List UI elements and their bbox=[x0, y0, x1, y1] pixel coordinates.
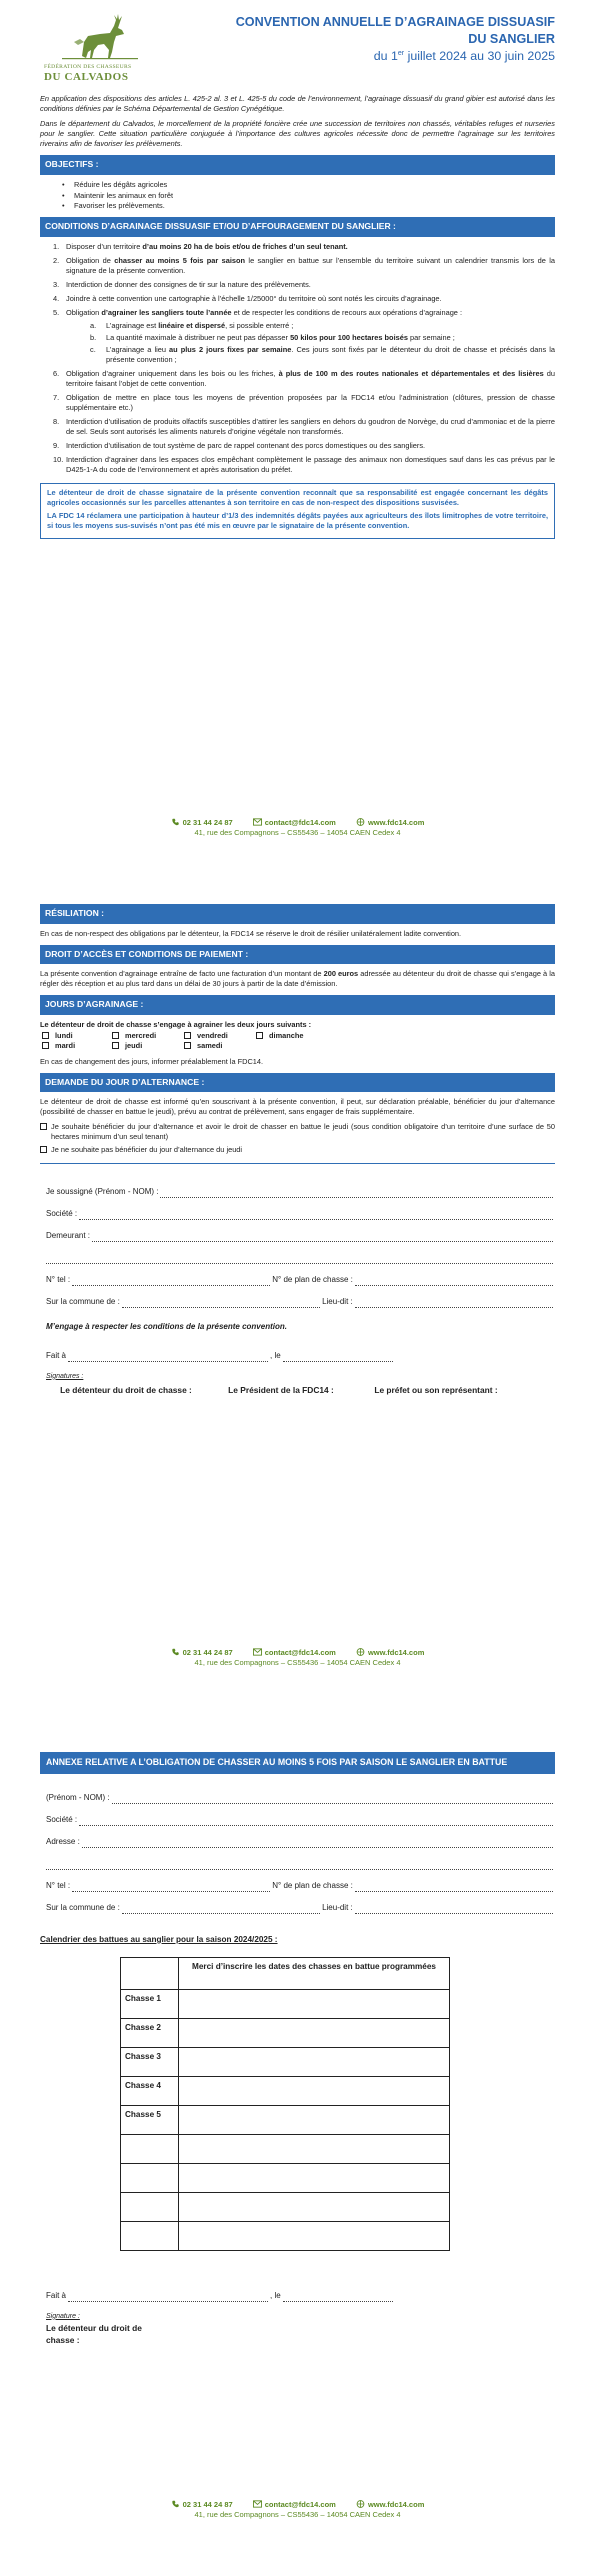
field-fait-a[interactable]: Fait à , le bbox=[46, 2291, 555, 2302]
footer-address: 41, rue des Compagnons – CS55436 – 14054 CAEN Cedex 4 bbox=[194, 828, 401, 838]
field-demeurant[interactable]: Demeurant : bbox=[46, 1220, 555, 1242]
chasse-date-cell[interactable] bbox=[179, 2192, 450, 2221]
list-item: • Maintenir les animaux en forêt bbox=[62, 191, 555, 201]
field-fait-a[interactable]: Fait à , le bbox=[46, 1351, 555, 1362]
condition-item: 5. Obligation d’agrainer les sangliers toute l’année et de respecter les conditions de recours aux opérations d’agrainage : a. L’agrainage est linéaire et dispersé, si possible enterré ; b. La quantité maximale à distribuer ne peut pas dépasser 50 kilos pour 100 hectares boisés par semaine ; c. L’agrainage a lieu au plus 2 jours fixes par semaine. Ces jours sont fixés par le détenteur du droit de chasse et précisés dans la présente convention ; bbox=[53, 307, 555, 364]
footer-phone: 02 31 44 24 87 bbox=[182, 2500, 233, 2509]
sub-condition-item: b. La quantité maximale à distribuer ne peut pas dépasser 50 kilos pour 100 hectares boisés par semaine ; bbox=[90, 332, 455, 342]
field-tel-plan[interactable]: N° tel : N° de plan de chasse : bbox=[46, 1264, 555, 1286]
section-droit-acces: DROIT D’ACCÈS ET CONDITIONS DE PAIEMENT : bbox=[40, 945, 555, 965]
fdc14-logo bbox=[44, 12, 156, 82]
signature-prefect[interactable]: Le préfet ou son représentant : bbox=[374, 1385, 498, 1396]
responsibility-notice bbox=[40, 483, 555, 539]
table-row bbox=[121, 2163, 450, 2192]
doc-title-line1: CONVENTION ANNUELLE D’AGRAINAGE DISSUASIF bbox=[235, 15, 555, 29]
phone-icon bbox=[171, 2500, 180, 2508]
sub-condition-item: a. L’agrainage est linéaire et dispersé, si possible enterré ; bbox=[90, 320, 294, 330]
chasse-label: Chasse 1 bbox=[121, 1989, 179, 2018]
day-checkbox-lundi[interactable]: lundi bbox=[42, 1031, 112, 1041]
mail-icon bbox=[253, 818, 262, 826]
doc-period: du 1er juillet 2024 au 30 juin 2025 bbox=[373, 49, 555, 63]
section-objectifs: OBJECTIFS : bbox=[40, 155, 555, 175]
checkbox[interactable] bbox=[256, 1032, 263, 1039]
condition-item: 4. Joindre à cette convention une cartographie à l’échelle 1/25000° du territoire où sont notés les circuits d’agrainage. bbox=[53, 294, 442, 303]
day-checkbox-mardi[interactable]: mardi bbox=[42, 1041, 112, 1051]
checkbox[interactable] bbox=[112, 1042, 119, 1049]
table-row bbox=[121, 2076, 450, 2105]
phone-icon bbox=[171, 1648, 180, 1656]
footer-email[interactable]: contact@fdc14.com bbox=[264, 2500, 336, 2509]
footer-phone: 02 31 44 24 87 bbox=[182, 818, 233, 827]
section-jour-alternance: DEMANDE DU JOUR D’ALTERNANCE : bbox=[40, 1073, 555, 1093]
notice-paragraph: LA FDC 14 réclamera une participation à hauteur d’1/3 des indemnités dégâts payées aux agriculteurs des îlots limitrophes de votre territoire, si tous les moyens sus-suvisés n’ont pas été mis en œuvre par le signataire de la présente convention. bbox=[47, 510, 548, 530]
table-row bbox=[121, 2047, 450, 2076]
logo-text-federation: FÉDÉRATION DES CHASSEURS bbox=[44, 64, 132, 70]
table-row bbox=[121, 2134, 450, 2163]
payment-text: La présente convention d’agrainage entraîne de facto une facturation d’un montant de 200 euros adressée au détenteur du droit de chasse qui s’engage à la régler dès réception et au plus tard dans un délai de 30 jours à partir de la date d’émission. bbox=[40, 969, 556, 989]
section-resiliation: RÉSILIATION : bbox=[40, 904, 555, 924]
resiliation-text: En cas de non-respect des obligations par le détenteur, la FDC14 se réserve le droit de résilier unilatéralement ladite convention. bbox=[40, 928, 462, 938]
signature-block bbox=[46, 1385, 555, 1396]
day-checkbox-dimanche[interactable]: dimanche bbox=[256, 1031, 336, 1041]
objectives-list bbox=[62, 180, 555, 212]
doc-title-line2: DU SANGLIER bbox=[468, 32, 555, 46]
field-soussigne[interactable]: Je soussigné (Prénom - NOM) : bbox=[46, 1176, 555, 1198]
chasse-label: Chasse 3 bbox=[121, 2047, 179, 2076]
footer-email[interactable]: contact@fdc14.com bbox=[264, 1648, 336, 1657]
header bbox=[40, 0, 555, 92]
divider bbox=[40, 1163, 555, 1164]
condition-item: 8. Interdiction d’utilisation de produits olfactifs susceptibles d’attirer les sangliers en dehors du goudron de Norvège, du crud d’ammoniac et de la pierre de sel. Seuls sont autorisés les aliments naturels d’origine végétale non transformés. bbox=[53, 416, 555, 436]
page-2 bbox=[0, 868, 595, 1730]
alternance-text: Le détenteur de droit de chasse est informé qu’en souscrivant à la présente convention, il peut, sur déclaration préalable, bénéficier du jour d’alternance (possibilité de chasser en battue le jeudi), prévu au contrat de prélèvement, sans engager de frais supplémentaire. bbox=[40, 1097, 555, 1117]
chasse-label: Chasse 4 bbox=[121, 2076, 179, 2105]
field-adresse-line2[interactable] bbox=[46, 1848, 555, 1870]
days-intro: Le détenteur de droit de chasse s’engage à agrainer les deux jours suivants : bbox=[40, 1019, 312, 1029]
day-checkbox-jeudi[interactable]: jeudi bbox=[112, 1041, 184, 1051]
sub-condition-item: c. L’agrainage a lieu au plus 2 jours fixes par semaine. Ces jours sont fixés par le détenteur du droit de chasse et précisés dans la présente convention ; bbox=[90, 344, 555, 364]
page-1 bbox=[0, 0, 595, 868]
checkbox[interactable] bbox=[184, 1042, 191, 1049]
list-item: • Favoriser les prélèvements. bbox=[62, 201, 555, 211]
title-block bbox=[175, 14, 555, 65]
condition-item: 3. Interdiction de donner des consignes de tir sur la nature des prélèvements. bbox=[53, 280, 311, 290]
condition-item: 1. Disposer d’un territoire d’au moins 20 ha de bois et/ou de friches d’un seul tenant. bbox=[53, 242, 348, 252]
chasse-date-cell[interactable] bbox=[179, 1989, 450, 2018]
checkbox[interactable] bbox=[184, 1032, 191, 1039]
annex-form bbox=[46, 1782, 555, 1914]
field-prenom-nom[interactable]: (Prénom - NOM) : bbox=[46, 1782, 555, 1804]
signature-holder[interactable]: Le détenteur du droit de chasse : bbox=[60, 1385, 192, 1396]
notice-paragraph: Le détenteur de droit de chasse signataire de la présente convention reconnaît que sa responsabilité est engagée concernant les dégâts agricoles occasionnés sur les parcelles attenantes à son territoire en cas de non-respect des dispositions susvisées. bbox=[47, 487, 548, 507]
section-jours-agrainage: JOURS D’AGRAINAGE : bbox=[40, 995, 555, 1015]
field-societe[interactable]: Société : bbox=[46, 1198, 555, 1220]
chasse-label bbox=[121, 2163, 179, 2192]
page-3 bbox=[0, 1752, 595, 2558]
checkbox[interactable] bbox=[42, 1042, 49, 1049]
intro-paragraph: Dans le département du Calvados, le morcellement de la propriété foncière crée une succession de territoires non chassés, véritables refuges et nurseries pour le sanglier. Cette situation particulière conjuguée à l’importance des cultures agricoles nécessite donc de permettre l’agrainage sur les territoires riverains afin de favoriser les prélèvements. bbox=[40, 118, 555, 148]
checkbox[interactable] bbox=[40, 1146, 47, 1153]
annex-signature bbox=[46, 2291, 555, 2346]
table-row bbox=[121, 1957, 450, 1989]
mail-icon bbox=[253, 2500, 262, 2508]
days-checkbox-grid bbox=[42, 1031, 555, 1051]
condition-item: 10. Interdiction d’agrainer dans les espaces clos empêchant complètement le passage des animaux non domestiques sauf dans les cas prévus par le D425-1-A du code de l’environnement et après autorisation du préfet. bbox=[53, 454, 555, 474]
phone-icon bbox=[171, 818, 180, 826]
table-header: Merci d’inscrire les dates des chasses en battue programmées bbox=[179, 1957, 450, 1989]
signatures-label: Signatures : bbox=[46, 1372, 84, 1380]
signatory-form bbox=[46, 1176, 555, 1396]
chasse-date-cell[interactable] bbox=[179, 2018, 450, 2047]
days-change-note: En cas de changement des jours, informer préalablement la FDC14. bbox=[40, 1056, 264, 1066]
deer-logo-icon bbox=[44, 12, 156, 64]
footer-address: 41, rue des Compagnons – CS55436 – 14054 CAEN Cedex 4 bbox=[194, 2510, 401, 2520]
condition-item: 6. Obligation d’agrainer uniquement dans les bois ou les friches, à plus de 100 m des routes nationales et départementales et des lisières du territoire faisant l’objet de cette convention. bbox=[53, 368, 555, 388]
page-footer bbox=[0, 2500, 595, 2520]
field-adresse[interactable]: Adresse : bbox=[46, 1826, 555, 1848]
globe-icon bbox=[356, 1648, 365, 1656]
condition-item: 9. Interdiction d’utilisation de tout système de parc de rappel contenant des porcs domestiques ou des sangliers. bbox=[53, 440, 426, 450]
chasse-label: Chasse 5 bbox=[121, 2105, 179, 2134]
mail-icon bbox=[253, 1648, 262, 1656]
globe-icon bbox=[356, 818, 365, 826]
page-footer bbox=[0, 1648, 595, 1668]
signature-holder[interactable]: Le détenteur du droit de chasse : bbox=[46, 2323, 142, 2345]
list-item: • Réduire les dégâts agricoles bbox=[62, 180, 555, 190]
chasse-date-cell[interactable] bbox=[179, 2105, 450, 2134]
footer-website[interactable]: www.fdc14.com bbox=[367, 2500, 425, 2509]
chasse-date-cell[interactable] bbox=[179, 2163, 450, 2192]
footer-website[interactable]: www.fdc14.com bbox=[367, 1648, 425, 1657]
table-row bbox=[121, 2018, 450, 2047]
chasse-label bbox=[121, 2134, 179, 2163]
signature-president[interactable]: Le Président de la FDC14 : bbox=[228, 1385, 334, 1396]
checkbox[interactable] bbox=[112, 1032, 119, 1039]
alternance-choice-no[interactable]: Je ne souhaite pas bénéficier du jour d’alternance du jeudi bbox=[40, 1145, 555, 1155]
day-checkbox-vendredi[interactable]: vendredi bbox=[184, 1031, 256, 1041]
logo-text-calvados: DU CALVADOS bbox=[44, 71, 129, 83]
checkbox[interactable] bbox=[42, 1032, 49, 1039]
intro-paragraph: En application des dispositions des articles L. 425-2 al. 3 et L. 425-5 du code de l’environnement, l’agrainage dissuasif du grand gibier est autorisé dans les conditions définies par le Schéma Départemental de Gestion Cynégétique. bbox=[40, 94, 555, 113]
condition-item: 2. Obligation de chasser au moins 5 fois par saison le sanglier en battue sur l’ensemble du territoire suivant un calendrier transmis lors de la signature de la présente convention. bbox=[53, 256, 555, 276]
checkbox[interactable] bbox=[40, 1123, 47, 1130]
globe-icon bbox=[356, 2500, 365, 2508]
day-checkbox-mercredi[interactable]: mercredi bbox=[112, 1031, 184, 1041]
field-demeurant-line2[interactable] bbox=[46, 1242, 555, 1264]
chasse-date-cell[interactable] bbox=[179, 2221, 450, 2250]
chasse-date-cell[interactable] bbox=[179, 2047, 450, 2076]
table-row bbox=[121, 2105, 450, 2134]
chasse-label bbox=[121, 2192, 179, 2221]
day-checkbox-samedi[interactable]: samedi bbox=[184, 1041, 256, 1051]
page-footer bbox=[0, 818, 595, 838]
chasse-date-cell[interactable] bbox=[179, 2076, 450, 2105]
sub-conditions-list bbox=[90, 321, 555, 365]
condition-item: 7. Obligation de mettre en place tous les moyens de prévention proposées par la FDC14 et/ou l’administration (clôtures, pression de chasse supplémentaire etc.) bbox=[53, 392, 555, 412]
table-row bbox=[121, 1989, 450, 2018]
field-commune-lieudit[interactable]: Sur la commune de : Lieu-dit : bbox=[46, 1286, 555, 1308]
field-commune-lieudit[interactable]: Sur la commune de : Lieu-dit : bbox=[46, 1892, 555, 1914]
footer-address: 41, rue des Compagnons – CS55436 – 14054 CAEN Cedex 4 bbox=[194, 1658, 401, 1668]
chasse-date-cell[interactable] bbox=[179, 2134, 450, 2163]
table-row bbox=[121, 2221, 450, 2250]
annex-title: ANNEXE RELATIVE A L’OBLIGATION DE CHASSER AU MOINS 5 FOIS PAR SAISON LE SANGLIER EN BATTUE bbox=[40, 1752, 555, 1774]
intro-text bbox=[40, 94, 555, 149]
engagement-statement: M’engage à respecter les conditions de la présente convention. bbox=[46, 1322, 287, 1332]
footer-email[interactable]: contact@fdc14.com bbox=[264, 818, 336, 827]
footer-phone: 02 31 44 24 87 bbox=[182, 1648, 233, 1657]
conditions-list bbox=[53, 242, 555, 475]
alternance-choice-yes[interactable]: Je souhaite bénéficier du jour d’alternance et avoir le droit de chasser en battue le jeudi (sous condition obligatoire d’un territoire d’une surface de 50 hectares minimum d’un seul tenant) bbox=[40, 1122, 555, 1142]
calendar-title: Calendrier des battues au sanglier pour la saison 2024/2025 : bbox=[40, 1934, 278, 1944]
footer-website[interactable]: www.fdc14.com bbox=[367, 818, 425, 827]
table-row bbox=[121, 2192, 450, 2221]
chasse-label bbox=[121, 2221, 179, 2250]
signature-label: Signature : bbox=[46, 2312, 80, 2320]
chasse-label: Chasse 2 bbox=[121, 2018, 179, 2047]
field-tel-plan[interactable]: N° tel : N° de plan de chasse : bbox=[46, 1870, 555, 1892]
section-conditions: CONDITIONS D’AGRAINAGE DISSUASIF ET/OU D’AFFOURAGEMENT DU SANGLIER : bbox=[40, 217, 555, 237]
field-societe[interactable]: Société : bbox=[46, 1804, 555, 1826]
battues-calendar-table bbox=[120, 1957, 450, 2251]
